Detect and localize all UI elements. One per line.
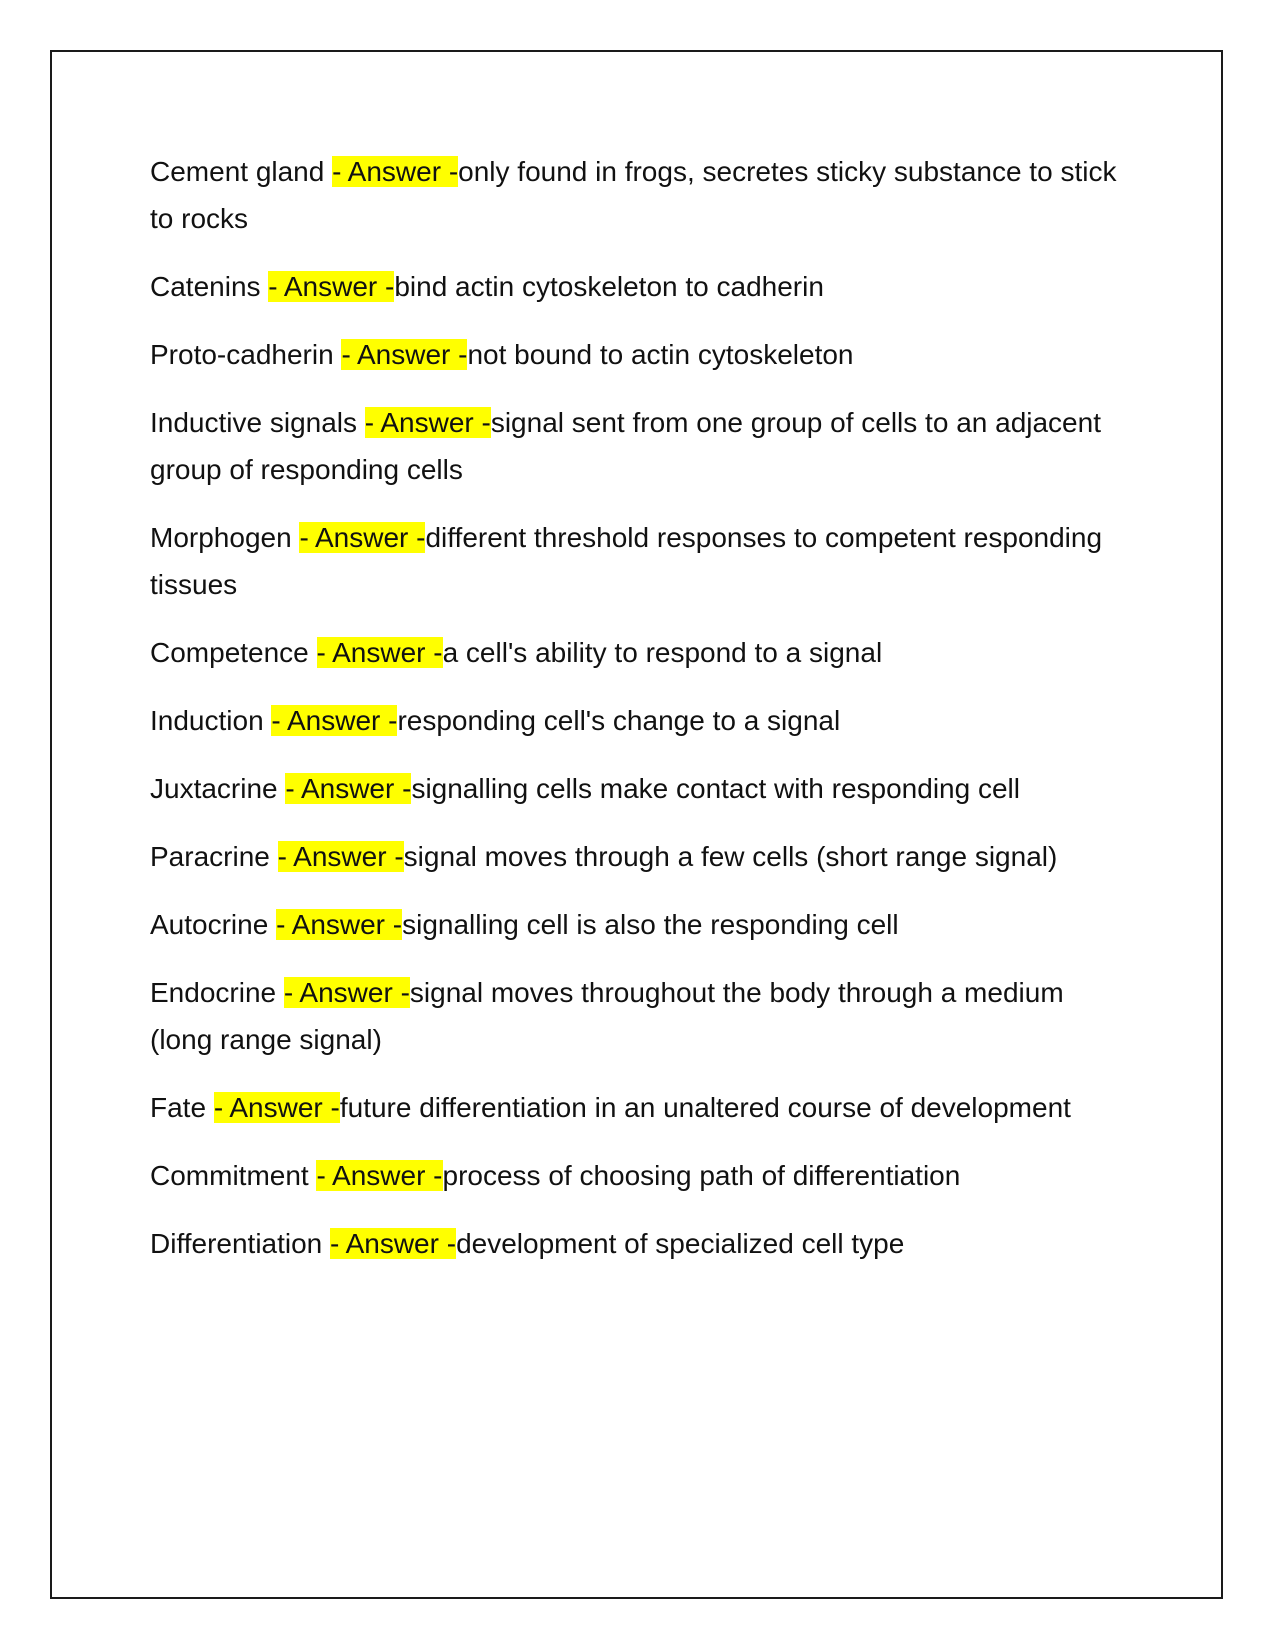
entry-definition: signal sent from one group of cells to an adjacent group of responding cells bbox=[150, 407, 1101, 485]
flashcard-entry bbox=[150, 697, 1130, 744]
entry-term: Catenins bbox=[150, 271, 269, 302]
answer-marker: - Answer - bbox=[277, 841, 404, 872]
entry-definition: signalling cells make contact with responding cell bbox=[411, 773, 1020, 804]
answer-marker: - Answer - bbox=[332, 156, 459, 187]
entry-term: Competence bbox=[150, 637, 317, 668]
answer-marker: - Answer - bbox=[330, 1228, 457, 1259]
entry-term: Endocrine bbox=[150, 977, 284, 1008]
answer-marker: - Answer - bbox=[299, 522, 426, 553]
answer-marker: - Answer - bbox=[283, 977, 410, 1008]
entry-term: Induction bbox=[150, 705, 272, 736]
entry-term: Inductive signals bbox=[150, 407, 365, 438]
entry-term: Cement gland bbox=[150, 156, 333, 187]
answer-marker: - Answer - bbox=[213, 1092, 340, 1123]
entry-term: Paracrine bbox=[150, 841, 278, 872]
entry-term: Differentiation bbox=[150, 1228, 331, 1259]
entry-definition: responding cell's change to a signal bbox=[397, 705, 841, 736]
flashcard-entry bbox=[150, 148, 1130, 242]
flashcard-entry bbox=[150, 901, 1130, 948]
answer-marker: - Answer - bbox=[268, 271, 395, 302]
entry-definition: different threshold responses to competent responding tissues bbox=[150, 522, 1103, 600]
flashcard-entry bbox=[150, 399, 1130, 493]
answer-marker: - Answer - bbox=[316, 637, 443, 668]
flashcard-entry bbox=[150, 1220, 1130, 1267]
flashcard-entry bbox=[150, 514, 1130, 608]
answer-marker: - Answer - bbox=[285, 773, 412, 804]
flashcard-entry bbox=[150, 1152, 1130, 1199]
entry-definition: signalling cell is also the responding cell bbox=[402, 909, 899, 940]
entry-definition: not bound to actin cytoskeleton bbox=[467, 339, 854, 370]
entry-term: Juxtacrine bbox=[150, 773, 286, 804]
entry-definition: signal moves through a few cells (short range signal) bbox=[403, 841, 1058, 872]
answer-marker: - Answer - bbox=[341, 339, 468, 370]
entry-definition: future differentiation in an unaltered course of development bbox=[339, 1092, 1071, 1123]
flashcard-entry bbox=[150, 331, 1130, 378]
flashcard-entry bbox=[150, 833, 1130, 880]
flashcard-entry bbox=[150, 969, 1130, 1063]
entry-term: Autocrine bbox=[150, 909, 277, 940]
entry-definition: a cell's ability to respond to a signal bbox=[442, 637, 883, 668]
entry-term: Commitment bbox=[150, 1160, 317, 1191]
flashcard-list bbox=[150, 148, 1130, 1288]
entry-definition: only found in frogs, secretes sticky substance to stick to rocks bbox=[150, 156, 1117, 234]
flashcard-entry bbox=[150, 629, 1130, 676]
flashcard-entry bbox=[150, 1084, 1130, 1131]
answer-marker: - Answer - bbox=[271, 705, 398, 736]
entry-definition: development of specialized cell type bbox=[456, 1228, 905, 1259]
entry-term: Proto-cadherin bbox=[150, 339, 342, 370]
answer-marker: - Answer - bbox=[364, 407, 491, 438]
entry-term: Fate bbox=[150, 1092, 214, 1123]
entry-definition: signal moves throughout the body through a medium (long range signal) bbox=[150, 977, 1064, 1055]
entry-term: Morphogen bbox=[150, 522, 300, 553]
answer-marker: - Answer - bbox=[276, 909, 403, 940]
flashcard-entry bbox=[150, 765, 1130, 812]
flashcard-entry bbox=[150, 263, 1130, 310]
answer-marker: - Answer - bbox=[316, 1160, 443, 1191]
entry-definition: process of choosing path of differentiation bbox=[442, 1160, 961, 1191]
entry-definition: bind actin cytoskeleton to cadherin bbox=[394, 271, 824, 302]
